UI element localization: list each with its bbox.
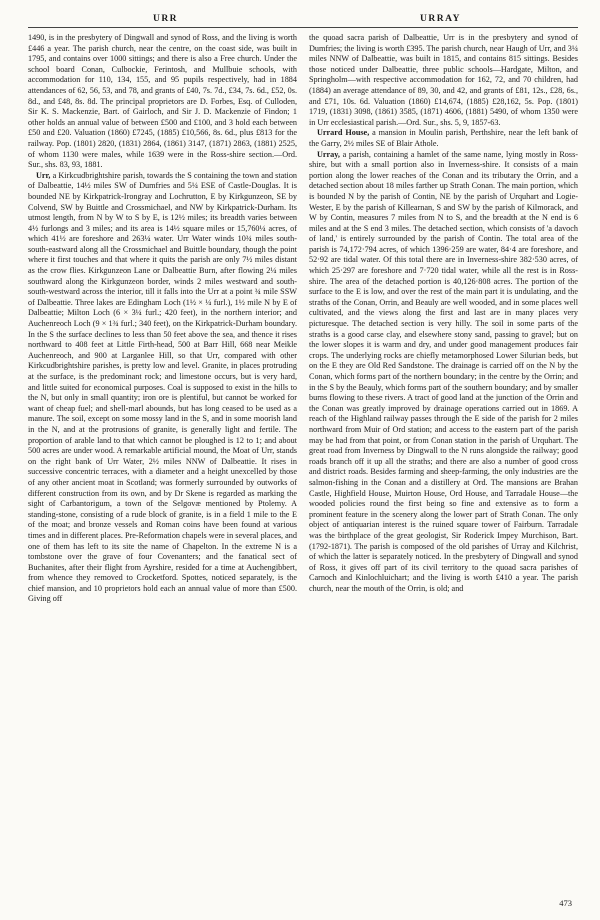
- paragraph: [309, 33, 578, 128]
- paragraph-text: the quoad sacra parish of Dalbeattie, Urr is in the presbytery and synod of Dumfries; the living is worth £395. The parish church, near Haugh of Urr, and 3¼ miles NNW of Dalbeattie, was built in 1815, and contains 815 sittings. Besides those noticed under Dalbeattie, three public schools—Hardgate, Milton, and Springholm—with respective accommodation for 162, 72, and 70 children, had (1884) an average attendance of 89, 30, and 42, and grants of £81, 12s., £28, 6s., and £71, 10s. 6d. Valuation (1860) £14,674, (1885) £28,162, 5s. Pop. (1801) 1719, (1831) 3098, (1861) 3585, (1871) 4606, (1881) 5490, of whom 1350 were in Urr ecclesiastical parish.—Ord. Sur., shs. 5, 9, 1857-63.: [309, 33, 578, 127]
- left-column: [28, 33, 297, 605]
- paragraph: [309, 150, 578, 595]
- header-rule: [28, 27, 578, 28]
- paragraph-text: 1490, is in the presbytery of Dingwall and synod of Ross, and the living is worth £446 a year. The parish church, near the centre, on the coast side, was built in 1795, and contains over 1000 sittings; and there is also a Free church. Under the school board Conan, Culbockie, Ferintosh, and Mullbuie schools, with accommodation for 110, 134, 155, and 95 pupils respectively, had in 1884 attendances of 62, 56, 53, and 78, and grants of £40, 7s. 7d., £34, 7s. 6d., £52, 0s. 8d., and £48, 8s. 8d. The principal proprietors are D. Forbes, Esq. of Culloden, Sir K. S. Mackenzie, Bart. of Gairloch, and Sir J. D. Mackenzie of Findon; 1 other holds an annual value of between £500 and £100, and 3 hold each between £50 and £20. Valuation (1860) £7245, (1885) £10,566, 8s. 6d., plus £813 for the railway. Pop. (1801) 2820, (1831) 2864, (1861) 3147, (1871) 2863, (1881) 2525, of whom 1130 were males, while 1639 were in the Ross-shire section.—Ord. Sur., shs. 83, 93, 1881.: [28, 33, 297, 170]
- entry-heading: Urr,: [36, 170, 51, 180]
- paragraph: [309, 128, 578, 149]
- header-right-title: URRAY: [420, 14, 461, 24]
- right-column: [309, 33, 578, 605]
- paragraph-text: a parish, containing a hamlet of the same name, lying mostly in Ross-shire, but with a small portion also in Inverness-shire. It consists of a main portion along the lower reaches of the Conan and its tributary the Orrin, and a detached section about 18 miles farther up Strath Conan. The main portion, which is bounded N by the parish of Contin, NE by the parish of Urquhart and Logie-Wester, E by the parish of Killearnan, S and SW by the parish of Kilmorack, and W by Contin, measures 7 miles from N to S, and the breadth at the N end is 6 miles and at the S end 3 miles. The detached section, which consists of 'a davoch of land,' is entirely surrounded by the parish of Contin. The total area of the parish is 74,172·794 acres, of which 1396·259 are water, 84·4 are foreshore, and 52·92 are tidal water. Of this total there are in Inverness-shire 382·530 acres, of which 25·297 are foreshore and 7·720 tidal water, while all the rest is in Ross-shire. The area of the detached portion is 40,126·808 acres. The portion of the surface to the E is low, and over the rest of the main part it is undulating, and the straths of the Conan, Orrin, and Beauly are well wooded, and in some places well cultivated, and the views along the first and last are in many places very picturesque. The detached section is very hilly. The soil in some parts of the straths is a good carse clay, and elsewhere stony sand, passing to gravel; but on the lower slopes it is warm and dry, and under good management produces fair crops. The underlying rocks are chiefly metamorphosed Lower Silurian beds, but on the E they are Old Red Sandstone. The drainage is carried off on the N by the Conan, which forms part of the northern boundary; in the centre by the Orrin; and in the S by the Beauly, which forms part of the southern boundary; and by smaller burns flowing to these rivers. A tract of good land at the junction of the Orrin and the Conan was greatly improved by drainage operations carried out in 1869. A reach of the Highland railway passes through the E side of the parish for 2 miles northward from Muir of Ord station; and access to the eastern part of the parish may be had from that point, or from Conan station in the parish of Urquhart. The great road from Inverness by Dingwall to the N runs alongside the railway; good roads branch off it up all the straths; and there are also a number of good cross and district roads. Besides farming and sheep-farming, the only industries are the salmon-fishing in the Conan and a distillery at Ord. The mansions are Brahan Castle, Highfield House, Muirton House, Ord House, and Tarradale House—the wooded policies round the first being so fine and extensive as to form a prominent feature in the scenery along the lower part of Strath Conan. The only object of antiquarian interest is the ruined square tower of Fairburn. Tarradale was the birthplace of the great geologist, Sir Roderick Impey Murchison, Bart. (1792-1871). The parish is composed of the old parishes of Urray and Kilchrist, of which the latter is separately noticed. In the presbytery of Dingwall and synod of Ross, it gives off part of its civil territory to the quoad sacra parishes of Carnoch and Kinlochluichart; and the living is worth £410 a year. The parish church, near the mouth of the Orrin, is old; and: [309, 149, 578, 593]
- text-columns: [28, 33, 578, 605]
- page-number: 473: [559, 898, 572, 908]
- paragraph-text: a Kirkcudbrightshire parish, towards the S containing the town and station of Dalbeattie, 14½ miles SW of Dumfries and 5¼ ESE of Castle-Douglas. It is bounded NE by Kirkpatrick-Irongray and Lochrutton, E by Kirkgunzeon, SE by Colvend, SW by Buittle and Crossmichael, and NW by Kirkpatrick-Durham. Its utmost length, from N by W to S by E, is 12½ miles; its breadth varies between 4½ furlongs and 3 miles; and its area is 14½ square miles or 15,760¼ acres, of which 41½ are foreshore and 263¼ water. Urr Water winds 10¾ miles south-south-eastward along all the Crossmichael and Buittle boundary, though the point where it first touches and that where it quits the parish are only 7½ miles distant as the crow flies. Kirkgunzeon Lane or Dalbeattie Burn, after flowing 2¼ miles southward along the Kirkgunzeon border, winds 2 miles westward and south-south-westward across the interior, till it falls into the Urr at a point ¾ mile SSW of Dalbeattie. Three lakes are Edingham Loch (1½ × ¼ furl.), 1½ mile N by E of Dalbeattie; Milton Loch (6 × 3¼ furl.; 420 feet), in the northern interior; and Auchenreoch Loch (9 × 1¾ furl.; 340 feet), on the Kirkpatrick-Durham boundary. In the S the surface declines to less than 50 feet above the sea, and thence it rises northward to 408 feet at Little Firth-head, 500 at Barr Hill, 668 near Meikle Auchenreoch, and 900 at Larganlee Hill, so that Urr, compared with other Kirkcudbrightshire parishes, is pretty low and level. Granite, in places protruding at the surface, is the predominant rock; and limestone occurs, but is very hard, and little suited for economical purposes. Coal is supposed to exist in the hills to the N, but only in small quantity; iron ore is plentiful, but cannot be worked for want of cheap fuel; and shell-marl abounds, but has long ceased to be used as a manure. The soil, except on some mossy land in the S, and in some moorish land in the N, and at the protrusions of granite, is generally light and fertile. The proportion of arable land to that which cannot be ploughed is 12 to 1; and about 500 acres are under wood. A remarkable artificial mound, the Moat of Urr, stands on the right bank of Urr Water, 2½ miles NNW of Dalbeattie. It rises in successive concentric terraces, with a diameter and a height unexcelled by those of any other ancient moat in Scotland; was formerly surrounded by outworks of different construction from its own, and by Dr Skene is regarded as marking the sight of Carbantorigum, a town of the Selgovæ mentioned by Ptolemy. A standing-stone, consisting of a rude block of granite, is in a field 1 mile to the E of the moat; and bronze vessels and Roman coins have been found at various times and in different places. Pre-Reformation chapels were in several places, and one of them has left to its site the name of Chapelton. In the extreme N is a tombstone over the grave of four Covenanters; and the fanatical sect of Buchanites, after their flight from Ayrshire, resided for a time at Auchengibbert, from whence they removed to Crocketford. Spottes, noticed separately, is the chief mansion, and 10 proprietors hold each an annual value of more than £500. Giving off: [28, 170, 297, 604]
- paragraph: [28, 33, 297, 171]
- running-header: [28, 8, 578, 24]
- paragraph-text: a mansion in Moulin parish, Perthshire, near the left bank of the Garry, 2½ miles SE of Blair Athole.: [309, 128, 578, 148]
- header-left-title: URR: [152, 14, 179, 24]
- entry-heading: Urray,: [317, 149, 340, 159]
- entry-heading: Urrard House,: [317, 128, 370, 138]
- paragraph: [28, 171, 297, 605]
